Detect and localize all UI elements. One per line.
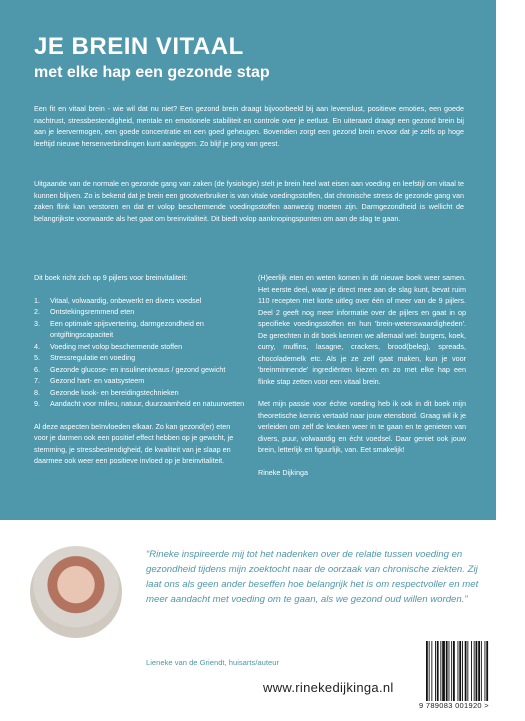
website-link[interactable]: www.rinekedijkinga.nl <box>263 680 394 695</box>
list-item <box>34 398 246 410</box>
isbn-barcode <box>425 641 505 701</box>
book-title: JE BREIN VITAAL <box>34 33 244 60</box>
barcode-number: 9 789083 001920 > <box>419 701 489 710</box>
barcode-bar <box>486 641 488 701</box>
pillars-list <box>34 295 246 410</box>
pillar-text: Gezonde glucose- en insulineniveaus / gezond gewicht <box>50 364 226 374</box>
pillar-text: Aandacht voor milieu, natuur, duurzaamheid en natuurwetten <box>50 399 245 408</box>
barcode-bar <box>474 641 475 701</box>
author-photo <box>30 546 122 638</box>
barcode-bar <box>431 641 432 701</box>
right-paragraph-1: (H)eerlijk eten en weten komen in dit nieuwe boek weer samen. Het eerste deel, waar je direct mee aan de slag kunt, bevat ruim 110 recepten met korte uitleg over één of meer van de 9 pijlers. Deel 2 geeft nog meer informatie over de pijlers en gaat in op specifieke voedingsstoffen en hun 'brein-wetenswaardigheden'. De gerechten in dit boek kennen we allemaal wel: burgers, koek, curry, muffins, lasagne, crackers, brood(beleg), spreads, chocolademelk etc. Als je ze zelf gaat maken, kun je voor 'breinminnende' ingrediënten kiezen en zo met elke hap een flinke stap zetten voor een vitaal brein. <box>258 273 466 386</box>
pillar-text: Voeding met volop beschermende stoffen <box>50 341 183 351</box>
barcode-bar <box>446 641 448 701</box>
pillar-text: Ontstekingsremmend eten <box>50 307 135 316</box>
barcode-bar <box>462 641 463 701</box>
endorsement-author: Lieneke van de Griendt, huisarts/auteur <box>146 658 279 667</box>
pillar-number: 1. <box>34 295 40 305</box>
pillar-number: 2. <box>34 307 40 316</box>
barcode-bar <box>435 641 436 701</box>
barcode-bar <box>453 641 455 701</box>
left-column <box>34 272 246 478</box>
endorsement-quote: “Rineke inspireerde mij tot het nadenken over de relatie tussen voeding en gezondheid tijdens mijn zoektocht naar de oorzaak van chronische ziekten. Zij laat ons als geen ander beseffen hoe belangrijk het is om respectvoller en met meer aandacht met voeding om te gaan, als we gezond oud willen worden.” <box>146 549 479 605</box>
intro-paragraph-2: Uitgaande van de normale en gezonde gang van zaken (de fysiologie) stelt je brein heel wat eisen aan voeding en leefstijl om vitaal te kunnen blijven. Zo is bekend dat je brein een grootverbruiker is van vitale voedingsstoffen, dat chronische stress de gezonde gang van zaken flink kan verstoren en dat er volop beschermende voedingsstoffen aanwezig moeten zijn. Darmgezondheid is wellicht de belangrijkste voorwaarde als het gaat om breinvitaliteit. Dit biedt volop aanknopingspunten om aan de slag te gaan. <box>34 179 464 223</box>
barcode-bar <box>426 641 428 701</box>
barcode-bar <box>459 641 461 701</box>
list-item <box>34 352 246 364</box>
list-item <box>34 318 246 341</box>
barcode-bar <box>429 641 430 701</box>
pillar-number: 5. <box>34 353 40 362</box>
right-column <box>258 272 466 489</box>
barcode-bar <box>449 641 450 701</box>
left-closing-paragraph: Al deze aspecten beïnvloeden elkaar. Zo kan gezond(er) eten voor je darmen ook een positief effect hebben op je gewicht, je stemming, je stressbestendigheid, de kwaliteit van je slaap en daarmee ook weer een positieve invloed op je breinvitaliteit. <box>34 421 234 465</box>
barcode-bar <box>476 641 478 701</box>
pillar-text: Een optimale spijsvertering, darmgezondheid en ontgiftingscapaciteit <box>50 318 204 339</box>
barcode-bar <box>471 641 472 701</box>
barcode-bar <box>451 641 452 701</box>
list-item <box>34 295 246 307</box>
barcode-bar <box>465 641 467 701</box>
list-item <box>34 341 246 353</box>
pillar-text: Gezond hart- en vaatsysteem <box>50 376 145 385</box>
list-item <box>34 306 246 318</box>
pillar-number: 9. <box>34 399 40 408</box>
author-signature: Rineke Dijkinga <box>258 467 308 477</box>
list-item <box>34 387 246 399</box>
barcode-bar <box>481 641 482 701</box>
pillar-number: 7. <box>34 376 40 385</box>
list-item <box>34 375 246 387</box>
barcode-bar <box>467 641 468 701</box>
pillars-lead: Dit boek richt zich op 9 pijlers voor breinvitaliteit: <box>34 273 188 282</box>
barcode-bar <box>485 641 486 701</box>
right-paragraph-2: Met mijn passie voor échte voeding heb ik ook in dit boek mijn theoretische kennis vertaald naar jouw etensbord. Graag wil ik je verleiden om zelf de keuken weer in te gaan en te genieten van divers, puur, volwaardig en écht voedsel. Daar geniet ook jouw brein, letterlijk en figuurlijk, van. Eet smakelijk! <box>258 399 466 454</box>
pillar-number: 8. <box>34 387 40 397</box>
barcode-bar <box>440 641 441 701</box>
barcode-bar <box>442 641 445 701</box>
barcode-bar <box>437 641 439 701</box>
barcode-bar <box>478 641 480 701</box>
barcode-bar <box>458 641 459 701</box>
pillar-text: Gezonde kook- en bereidingstechnieken <box>50 387 179 397</box>
pillar-text: Stressregulatie en voeding <box>50 353 136 362</box>
list-item <box>34 364 246 376</box>
pillar-number: 3. <box>34 318 40 328</box>
pillar-number: 6. <box>34 364 40 374</box>
pillar-number: 4. <box>34 341 40 351</box>
intro-paragraph-1: Een fit en vitaal brein - wie wil dat nu niet? Een gezond brein draagt bijvoorbeeld bij aan levenslust, positieve emoties, een goede nachtrust, stressbestendigheid, mentale en emotionele stabiliteit en controle over je eetlust. En uiteraard draagt een gezond brein bij aan je leervermogen, een goede concentratie en een goed geheugen. Bovendien zorgt een gezond brein ervoor dat je zelfs op hoge leeftijd nieuwe hersenverbindingen kunt aanleggen. Zo blijf je jong van geest. <box>34 104 464 148</box>
pillar-text: Vitaal, volwaardig, onbewerkt en divers voedsel <box>50 295 202 305</box>
book-subtitle: met elke hap een gezonde stap <box>34 64 270 81</box>
